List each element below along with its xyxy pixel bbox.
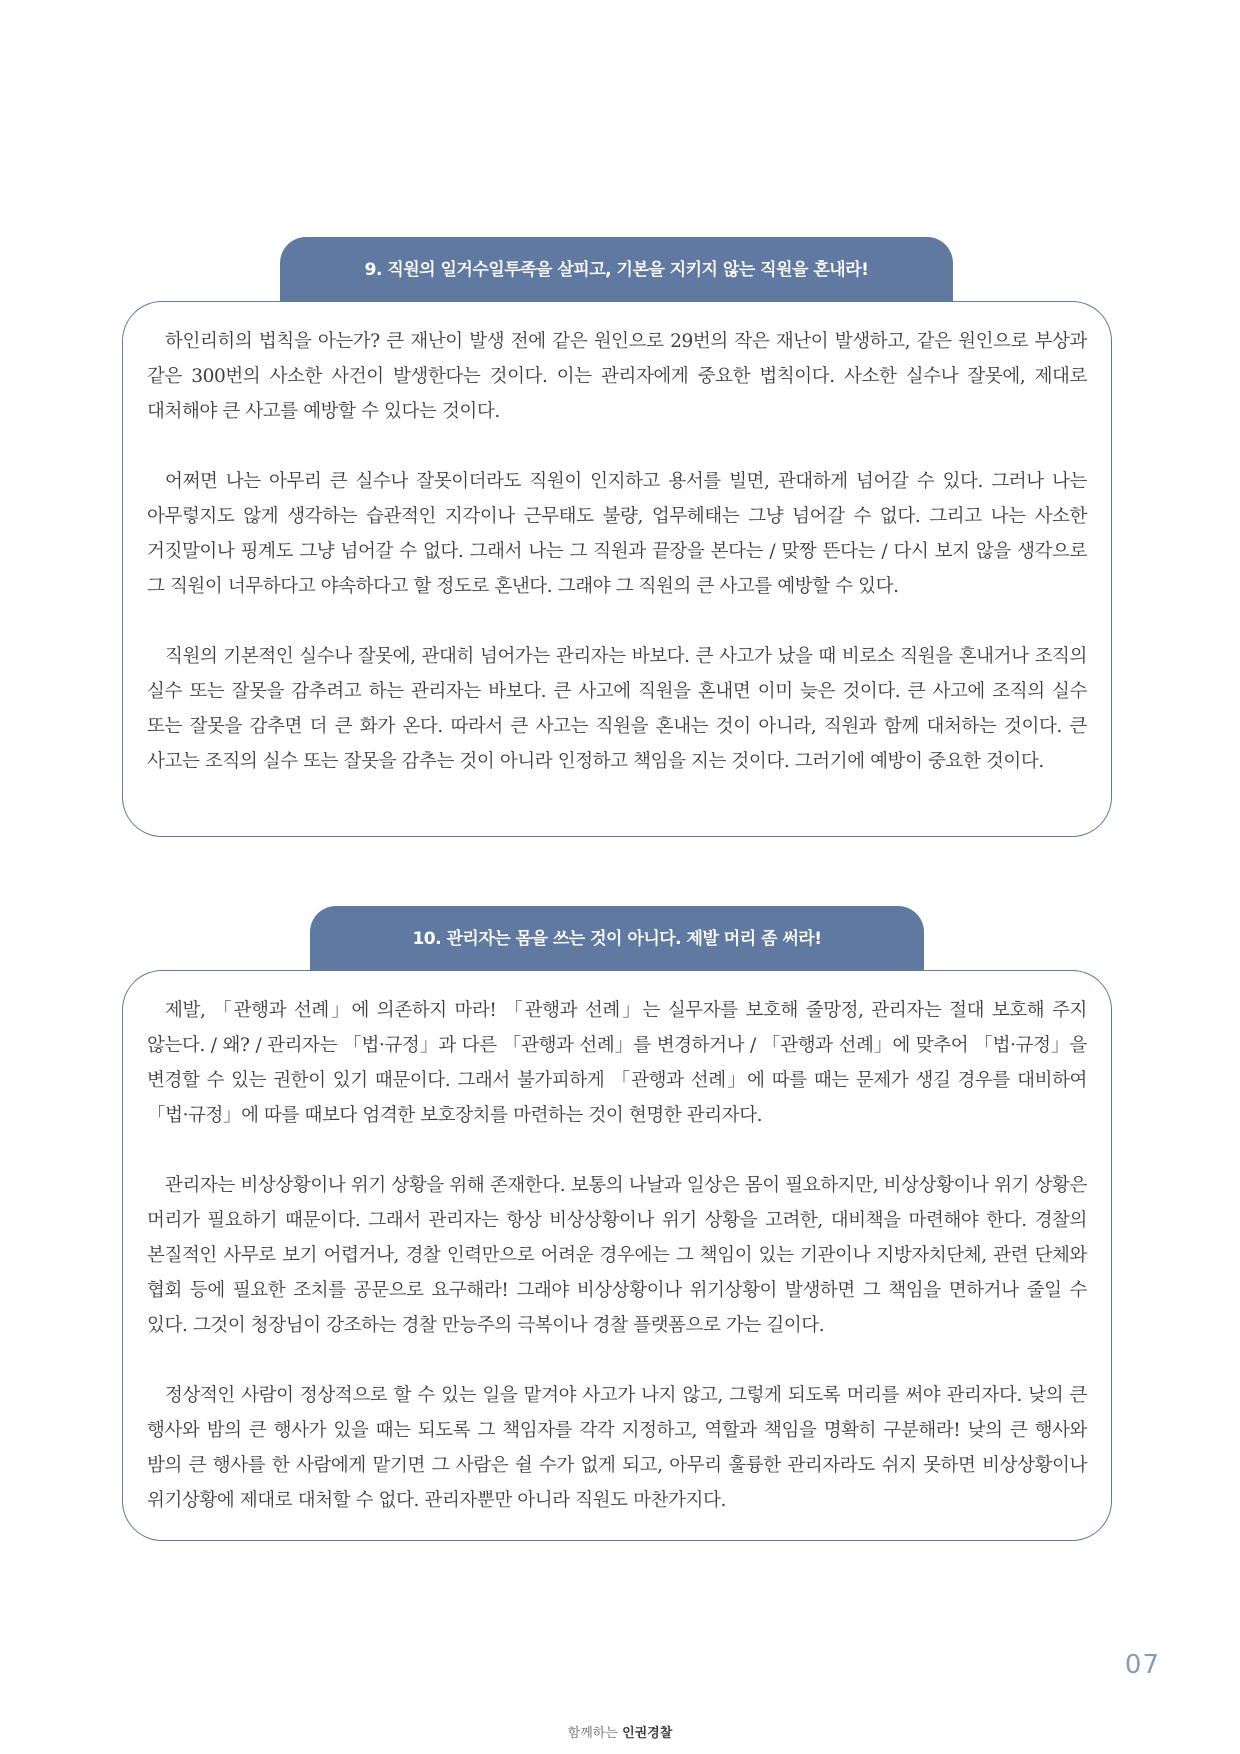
footer (0, 1722, 1240, 1741)
section-9-heading-tab (280, 237, 953, 301)
footer-prefix: 함께하는 (567, 1726, 618, 1741)
section-9-heading: 9. 직원의 일거수일투족을 살피고, 기본을 지키지 않는 직원을 혼내라! (364, 259, 869, 280)
section-9-paragraph-2: 어쩌면 나는 아무리 큰 실수나 잘못이더라도 직원이 인지하고 용서를 빌면, 관대하게 넘어갈 수 있다. 그러나 나는 아무렇지도 않게 생각하는 습관적인 지각이나 근무태도 불량, 업무헤태는 그냥 넘어갈 수 없다. 그리고 나는 사소한 거짓말이나 핑계도 그냥 넘어갈 수 없다. 그래서 나는 그 직원과 끝장을 본다는 / 맞짱 뜬다는 / 다시 보지 않을 생각으로 그 직원이 너무하다고 야속하다고 할 정도로 혼낸다. 그래야 그 직원의 큰 사고를 예방할 수 있다. (147, 471, 1087, 597)
section-10-heading: 10. 관리자는 몸을 쓰는 것이 아니다. 제발 머리 좀 써라! (412, 928, 822, 949)
section-9-paragraph-3: 직원의 기본적인 실수나 잘못에, 관대히 넘어가는 관리자는 바보다. 큰 사고가 났을 때 비로소 직원을 혼내거나 조직의 실수 또는 잘못을 감추려고 하는 관리자는 바보다. 큰 사고에 직원을 혼내면 이미 늦은 것이다. 큰 사고에 조직의 실수 또는 잘못을 감추면 더 큰 화가 온다. 따라서 큰 사고는 직원을 혼내는 것이 아니라, 직원과 함께 대처하는 것이다. 큰 사고는 조직의 실수 또는 잘못을 감추는 것이 아니라 인정하고 책임을 지는 것이다. 그러기에 예방이 중요한 것이다. (147, 646, 1087, 772)
footer-brand: 인권경찰 (622, 1726, 673, 1741)
section-10-paragraph-2: 관리자는 비상상황이나 위기 상황을 위해 존재한다. 보통의 나날과 일상은 몸이 필요하지만, 비상상황이나 위기 상황은 머리가 필요하기 때문이다. 그래서 관리자는 항상 비상상황이나 위기 상황을 고려한, 대비책을 마련해야 한다. 경찰의 본질적인 사무로 보기 어렵거나, 경찰 인력만으로 어려운 경우에는 그 책임이 있는 기관이나 지방자치단체, 관련 단체와 협회 등에 필요한 조치를 공문으로 요구해라! 그래야 비상상황이나 위기상황이 발생하면 그 책임을 면하거나 줄일 수 있다. 그것이 청장님이 강조하는 경찰 만능주의 극복이나 경찰 플랫폼으로 가는 길이다. (147, 1175, 1087, 1336)
section-9-box (122, 301, 1112, 837)
section-10-paragraph-1: 제발, 「관행과 선례」에 의존하지 마라! 「관행과 선례」는 실무자를 보호해 줄망정, 관리자는 절대 보호해 주지 않는다. / 왜? / 관리자는 「법·규정」과 다른 「관행과 선례」를 변경하거나 / 「관행과 선례」에 맞추어 「법·규정」을 변경할 수 있는 권한이 있기 때문이다. 그래서 불가피하게 「관행과 선례」에 따를 때는 문제가 생길 경우를 대비하여 「법·규정」에 따를 때보다 엄격한 보호장치를 마련하는 것이 현명한 관리자다. (147, 1000, 1087, 1126)
section-10-box (122, 970, 1112, 1541)
page-number: 07 (1124, 1650, 1160, 1680)
section-10-paragraph-3: 정상적인 사람이 정상적으로 할 수 있는 일을 맡겨야 사고가 나지 않고, 그렇게 되도록 머리를 써야 관리자다. 낮의 큰 행사와 밤의 큰 행사가 있을 때는 되도록 그 책임자를 각각 지정하고, 역할과 책임을 명확히 구분해라! 낮의 큰 행사와 밤의 큰 행사를 한 사람에게 맡기면 그 사람은 쉴 수가 없게 되고, 아무리 훌륭한 관리자라도 쉬지 못하면 비상상황이나 위기상황에 제대로 대처할 수 없다. 관리자뿐만 아니라 직원도 마찬가지다. (147, 1385, 1087, 1511)
section-10-heading-tab (310, 906, 924, 970)
section-9-paragraph-1: 하인리히의 법칙을 아는가? 큰 재난이 발생 전에 같은 원인으로 29번의 작은 재난이 발생하고, 같은 원인으로 부상과 같은 300번의 사소한 사건이 발생한다는 것이다. 이는 관리자에게 중요한 법칙이다. 사소한 실수나 잘못에, 제대로 대처해야 큰 사고를 예방할 수 있다는 것이다. (147, 331, 1087, 422)
